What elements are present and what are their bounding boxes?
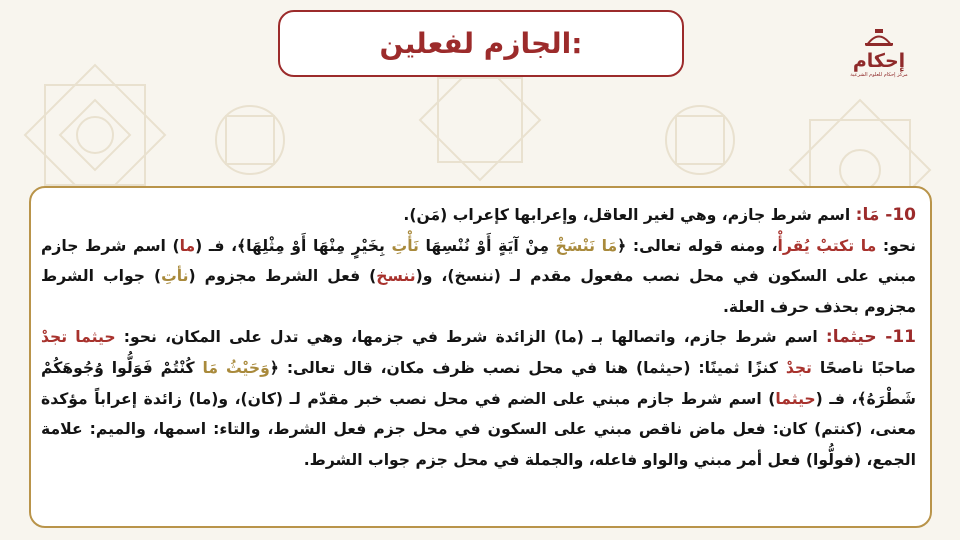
logo [850, 28, 908, 94]
example-tajid: تجدْ [785, 358, 812, 377]
section-head-ma: 10- مَا: [855, 205, 916, 225]
title-box [278, 10, 684, 77]
quran-end: بِخَيْرٍ مِنْهَا أَوْ مِثْلِهَا﴾، فـ ( [195, 236, 392, 255]
example-middle: صاحبًا ناصحًا [811, 358, 916, 377]
content-box [29, 186, 932, 528]
quran-haythuma: وَحَيْثُ مَا [202, 358, 270, 377]
ma-analysis: ) اسم شرط جازم مبني على السكون في محل نصب مفعول مقدم لـ (ننسخ)، و( [41, 236, 916, 286]
example-intro: نحو: [876, 236, 916, 255]
haythuma-definition: اسم شرط جازم، واتصالها بـ (ما) الزائدة شرط في جزمها، وهي تدل على المكان، نحو: [115, 328, 826, 347]
nansakh-analysis: ) فعل الشرط مجزوم ( [188, 267, 377, 286]
quran-verse-rest: كُنْتُمْ فَوَلُّوا وُجُوهَكُمْ شَطْرَهُ﴾، فـ ( [41, 358, 916, 408]
example-haythuma: حيثما تجدْ [41, 328, 116, 347]
quran-nati: نَأْتِ [391, 236, 419, 255]
quran-middle: مِنْ آيَةٍ أَوْ نُنْسِهَا [418, 236, 556, 255]
section-head-haythuma: 11- حيثما: [825, 327, 917, 348]
logo-subtitle: مركز إحكام للعلوم الشرعية [850, 72, 908, 78]
haythuma-analysis: ) اسم شرط جازم مبني على الضم في محل نصب خبر مقدّم لـ (كان)، و(ما) زائدة إعراباً مؤكدة معنى، (كنتم) كان: فعل ماض ناقص مبني على السكون في محل جزم فعل الشرط، والتاء: اسمها، والميم: علامة الجمع، (فولُّوا) فعل أمر مبني والواو فاعله، والجملة في محل جزم جواب الشرط. [41, 389, 916, 469]
logo-dome-icon [861, 28, 897, 46]
example-after: ، ومنه قوله تعالى: ﴿ [617, 236, 778, 255]
example-ma: ما تكتبْ يُقرأْ [777, 236, 877, 255]
page-title: الجازم لفعلين: [379, 27, 583, 60]
term-ma: ما [179, 236, 196, 255]
paragraph-haythuma [41, 322, 916, 475]
ma-definition: اسم شرط جازم، وهي لغير العاقل، وإعرابها كإعراب (مَن). [403, 206, 856, 224]
paragraph-ma [41, 200, 916, 322]
example-rest: كنزًا ثمينًا: (حيثما) هنا في محل نصب ظرف مكان، قال تعالى: ﴿ [269, 358, 786, 377]
quran-ma-nansakh: مَا نَنْسَخْ [555, 236, 618, 255]
term-haythuma: حيثما [775, 389, 816, 408]
nati-analysis: ) جواب الشرط مجزوم بحذف حرف العلة. [41, 267, 916, 316]
logo-name: إحكام [852, 50, 906, 72]
term-nati: نأتِ [161, 267, 189, 286]
term-nansakh: ننسخ [376, 267, 416, 286]
